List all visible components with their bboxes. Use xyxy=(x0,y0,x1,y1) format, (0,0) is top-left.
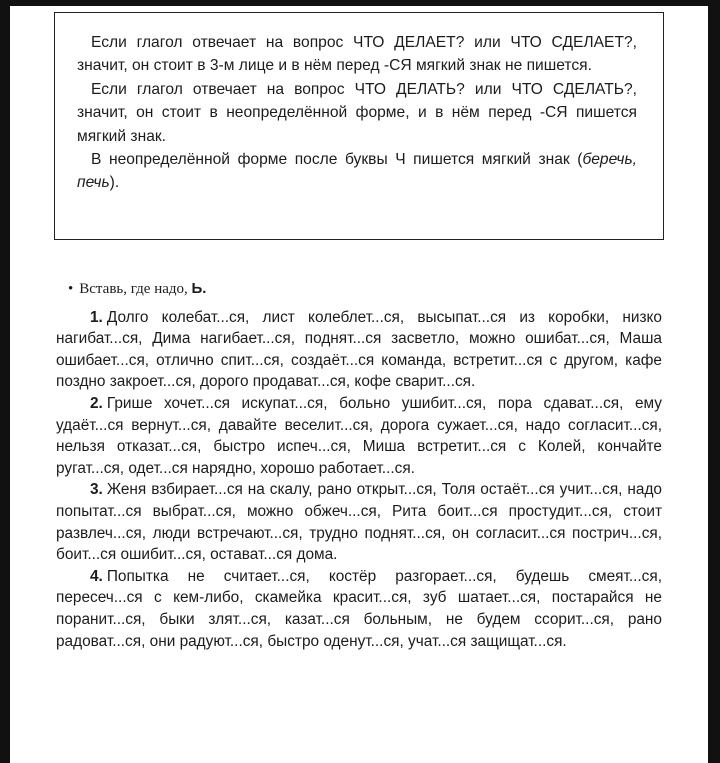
task-instruction xyxy=(68,278,662,301)
exercise-text: Долго колебат...ся, лист колеблет...ся, высыпат...ся из коробки, низко нагибат...ся, Дима нагибает...ся, поднят...ся засветло, можно ошибат...ся, Маша ошибает...ся, отлично спит...ся, создаёт...ся команда, встретит...ся с другом, кафе поздно закроет...ся, дорого продават...ся, кофе сварит...ся. xyxy=(56,308,662,391)
rule-paragraph-3-text: В неопределённой форме после буквы Ч пишется мягкий знак ( xyxy=(91,151,583,169)
exercise-text: Попытка не считает...ся, костёр разгорает...ся, будешь смеят...ся, пересеч...ся с кем-либо, скамейка красит...ся, зуб шатает...ся, постарайся не поранит...ся, быки злят...ся, казат...ся больным, не будем ссорит...ся, рано радоват...ся, они радуют...ся, быстро оденут...ся, учат...ся защищат...ся. xyxy=(56,567,662,650)
exercise-number: 2. xyxy=(90,394,103,412)
rule-box xyxy=(54,12,664,240)
bullet-icon: • xyxy=(68,281,74,297)
instruction-text: Вставь, где надо, xyxy=(79,281,188,297)
exercise-number: 3. xyxy=(90,481,103,499)
rule-paragraph-1: Если глагол отвечает на вопрос ЧТО ДЕЛАЕТ? или ЧТО СДЕЛАЕТ?, значит, он стоит в 3-м лице и в нём перед -СЯ мягкий знак не пишется. xyxy=(77,34,637,75)
exercise-4 xyxy=(56,566,662,652)
left-edge-bar xyxy=(0,0,10,763)
rule-paragraph-3-end: ). xyxy=(109,174,120,192)
exercise-2 xyxy=(56,393,662,479)
right-edge-bar xyxy=(708,0,720,763)
exercise-number: 4. xyxy=(90,567,103,585)
rule-paragraph-3 xyxy=(77,148,637,195)
rule-paragraph-2: Если глагол отвечает на вопрос ЧТО ДЕЛАТЬ? или ЧТО СДЕЛАТЬ?, значит, он стоит в неопределённой форме, и в нём перед -СЯ пишется мягкий знак. xyxy=(77,80,637,145)
rule-examples: беречь, печь xyxy=(77,151,637,192)
top-edge-bar xyxy=(0,0,720,6)
exercise-1 xyxy=(56,307,662,393)
exercise-text: Грише хочет...ся искупат...ся, больно ушибит...ся, пора сдават...ся, ему удаёт...ся вернут...ся, давайте веселит...ся, дорога сужает...ся, надо согласит...ся, нельзя отказат...ся, быстро испеч...ся, Миша встретит...ся с Колей, кончайте ругат...ся, одет...ся нарядно, хорошо работает...ся. xyxy=(56,394,662,477)
exercise-text: Женя взбирает...ся на скалу, рано открыт...ся, Толя остаёт...ся учит...ся, надо попытат...ся выбрат...ся, можно обжеч...ся, Рита боит...ся простудит...ся, стоит развлеч...ся, люди встречают...ся, трудно поднят...ся, он согласит...ся пострич...ся, боит...ся ошибит...ся, остават...ся дома. xyxy=(56,481,662,564)
exercise-section xyxy=(56,278,662,652)
exercise-number: 1. xyxy=(90,308,103,326)
instruction-letter: Ь. xyxy=(191,280,207,297)
exercise-3 xyxy=(56,479,662,565)
